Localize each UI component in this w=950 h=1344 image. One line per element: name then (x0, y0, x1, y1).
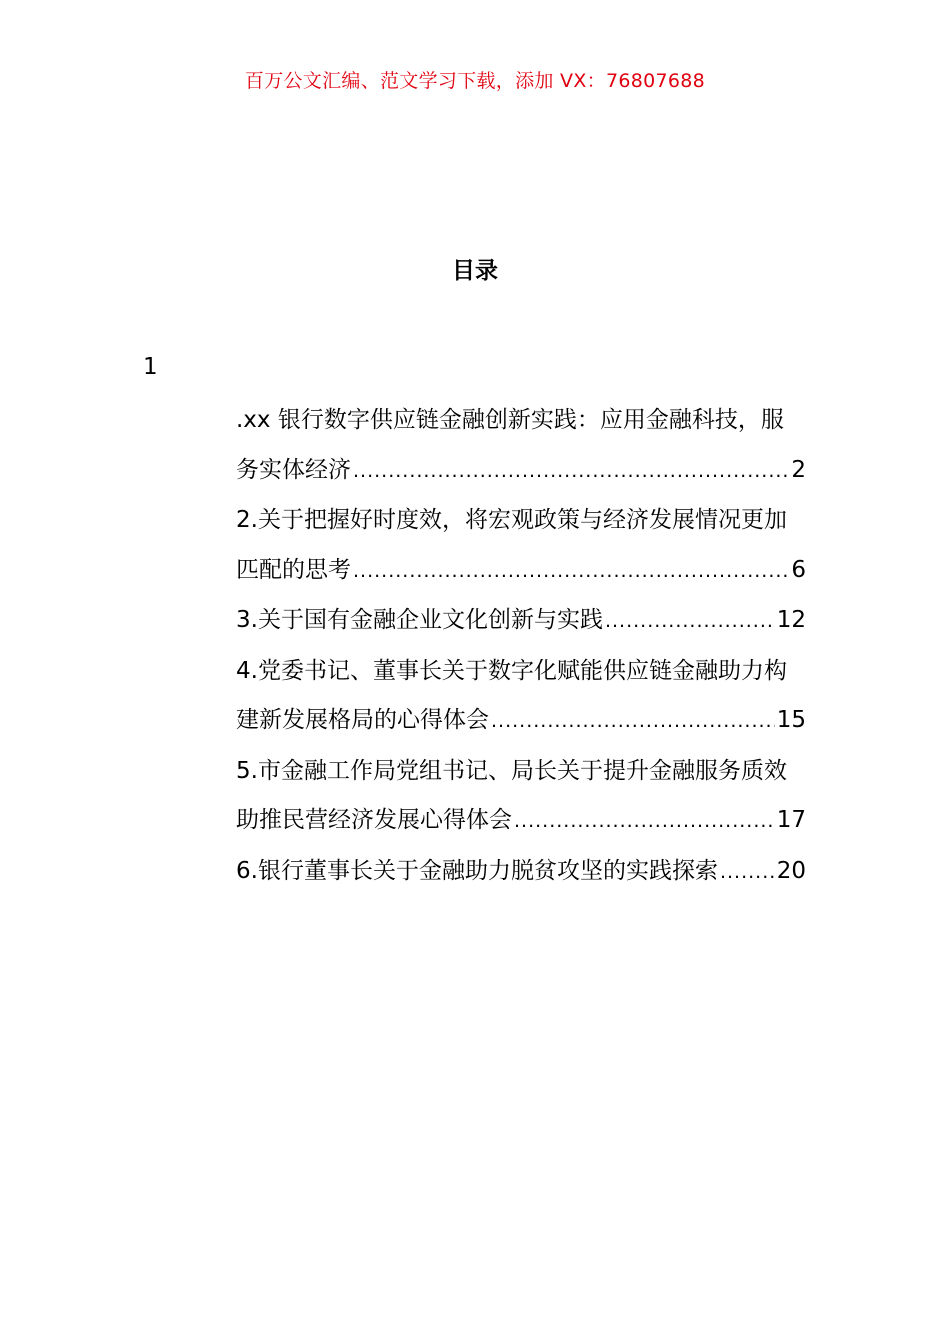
toc-page-number: 15 (776, 707, 806, 733)
toc-entry-3[interactable] (236, 596, 806, 647)
toc-entry-text: 助推民营经济发展心得体会 (236, 807, 512, 833)
toc-entry-1[interactable] (236, 396, 806, 496)
toc-entry-last-line (236, 446, 806, 497)
toc-entry-last-line (236, 796, 806, 847)
toc-entry-text: 2.关于把握好时度效，将宏观政策与经济发展情况更加 (236, 507, 787, 533)
toc-page-number: 17 (776, 807, 806, 833)
toc-entry-text: 6.银行董事长关于金融助力脱贫攻坚的实践探索 (236, 857, 718, 884)
dot-leader (605, 597, 775, 647)
dot-leader (514, 797, 775, 847)
toc-entry-last-line (236, 546, 806, 597)
toc-entry-6[interactable] (236, 847, 806, 898)
toc-page-number: 6 (791, 556, 806, 583)
toc-entry-last-line (236, 596, 806, 647)
toc-entry-last-line (236, 847, 806, 898)
toc-entry-text: 匹配的思考 (236, 556, 351, 583)
dot-leader (353, 547, 789, 597)
toc-entry-text: 务实体经济 (236, 456, 351, 483)
header-watermark-note: 百万公文汇编、范文学习下载，添加 VX：76807688 (244, 70, 706, 92)
toc-page-number: 2 (791, 456, 806, 483)
list-number: 1 (143, 354, 158, 380)
toc-page-number: 12 (776, 607, 806, 633)
page-title: 目录 (452, 258, 498, 284)
toc-page-number: 20 (776, 857, 806, 884)
dot-leader (720, 848, 775, 898)
table-of-contents (236, 396, 806, 897)
dot-leader (353, 447, 789, 497)
toc-entry-text: 建新发展格局的心得体会 (236, 707, 489, 733)
toc-entry-text: 4.党委书记、董事长关于数字化赋能供应链金融助力构 (236, 657, 787, 684)
toc-entry-2[interactable] (236, 496, 806, 596)
toc-entry-text: 3.关于国有金融企业文化创新与实践 (236, 607, 603, 633)
toc-entry-last-line (236, 696, 806, 747)
toc-entry-text: .xx 银行数字供应链金融创新实践：应用金融科技，服 (236, 407, 784, 433)
dot-leader (491, 697, 775, 747)
toc-entry-4[interactable] (236, 647, 806, 747)
toc-entry-5[interactable] (236, 747, 806, 847)
toc-entry-text: 5.市金融工作局党组书记、局长关于提升金融服务质效 (236, 757, 787, 784)
